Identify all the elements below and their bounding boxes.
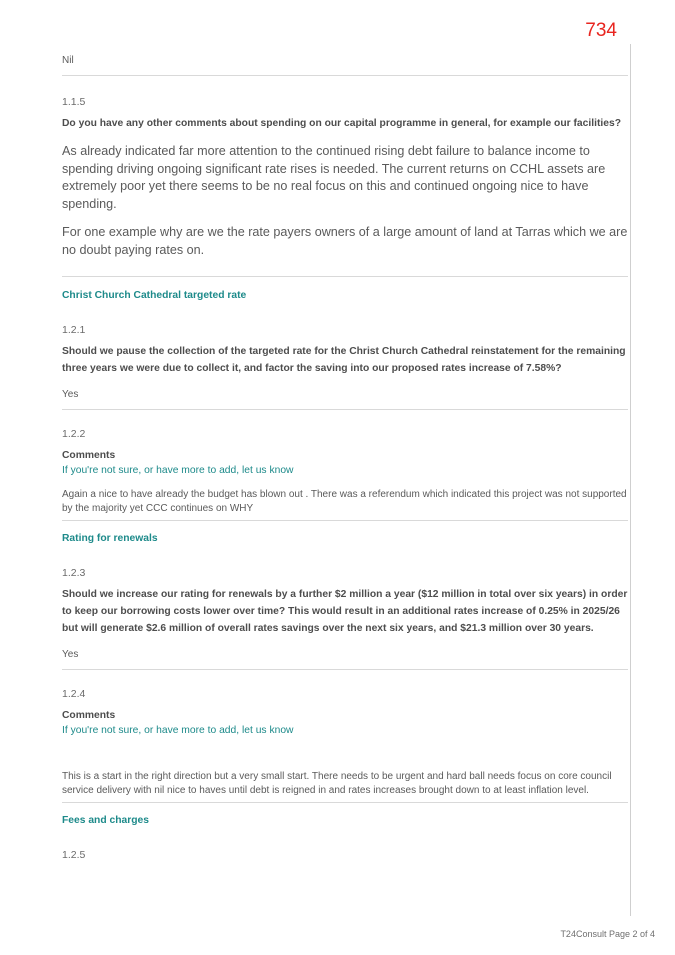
divider xyxy=(62,276,628,277)
page-number: 734 xyxy=(585,20,617,41)
section-heading: Fees and charges xyxy=(62,815,149,826)
answer-text: Again a nice to have already the budget has blown out . There was a referendum which indicated this project was not supported by the majority yet CCC continues on WHY xyxy=(62,489,627,514)
divider xyxy=(62,802,628,803)
answer-paragraph: For one example why are we the rate payers owners of a large amount of land at Tarras which we are no doubt paying rates on. xyxy=(62,225,628,257)
comments-hint: If you're not sure, or have more to add, let us know xyxy=(62,725,294,736)
frame-line xyxy=(630,44,631,916)
answer-text: This is a start in the right direction but a very small start. There needs to be urgent and hard ball needs focus on core council service delivery with nil nice to haves until debt is reigned in and rates increases brought down to at least inflation level. xyxy=(62,771,612,796)
question-text: Should we increase our rating for renewals by a further $2 million a year ($12 million in total over six years) in order to keep our borrowing costs lower over time? This would result in an additional rates increase of 0.25% in 2025/26 but will generate $2.6 million of overall rates savings over the next six years, and $21.3 million over 30 years. xyxy=(62,589,628,634)
comments-hint: If you're not sure, or have more to add, let us know xyxy=(62,465,294,476)
question-number: 1.2.2 xyxy=(62,428,86,440)
question-text: Should we pause the collection of the targeted rate for the Christ Church Cathedral reinstatement for the remaining three years we were due to collect it, and factor the saving into our proposed rates increase of 7.58%? xyxy=(62,346,626,374)
answer-text: Nil xyxy=(62,55,74,66)
section-heading: Christ Church Cathedral targeted rate xyxy=(62,290,247,301)
question-text: Do you have any other comments about spending on our capital programme in general, for example our facilities? xyxy=(62,118,622,129)
form-content xyxy=(62,52,628,861)
question-number: 1.2.4 xyxy=(62,688,86,700)
answer-paragraph: As already indicated far more attention to the continued rising debt failure to balance income to spending driving ongoing significant rate rises is needed. The current returns on CCHL assets are extremely poor yet there seems to be no real focus on this and continued ongoing nice to have spending. xyxy=(62,144,606,211)
question-number: 1.1.5 xyxy=(62,96,86,108)
question-number: 1.2.1 xyxy=(62,324,86,336)
comments-label: Comments xyxy=(62,450,116,461)
answer-text: Yes xyxy=(62,389,79,400)
divider xyxy=(62,520,628,521)
divider xyxy=(62,669,628,670)
section-heading: Rating for renewals xyxy=(62,533,158,544)
question-number: 1.2.5 xyxy=(62,849,86,861)
divider xyxy=(62,409,628,410)
comments-label: Comments xyxy=(62,710,116,721)
page-footer: T24Consult Page 2 of 4 xyxy=(560,929,655,939)
answer-text: Yes xyxy=(62,649,79,660)
question-number: 1.2.3 xyxy=(62,567,86,579)
divider xyxy=(62,75,628,76)
